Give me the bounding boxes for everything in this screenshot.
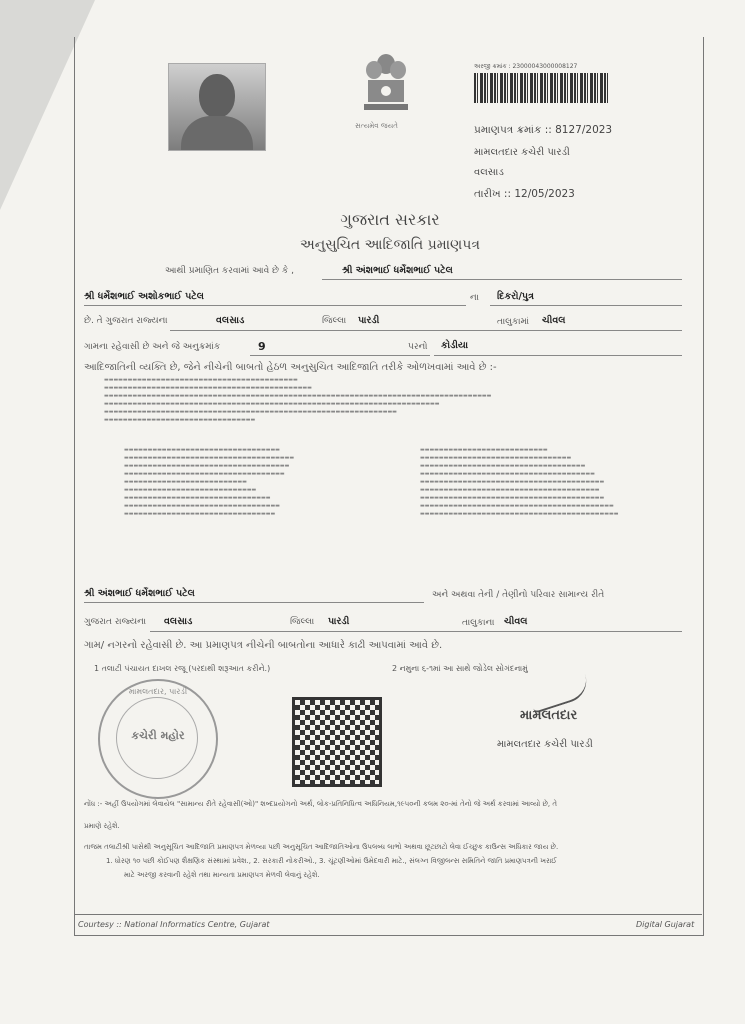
district-label: જિલ્લા [322,316,347,326]
underline [322,279,682,280]
taluka-label: તાલુકામાં [497,317,530,327]
certificate-title: અનુસુચિત આદિજાતિ પ્રમાણપત્ર [300,237,480,253]
resident-text: ગામના રહેવાસી છે અને જે અનુક્રમાંક [84,342,221,352]
underline [84,602,424,603]
signatory-title: મામલતદાર [520,708,578,723]
footer-courtesy: Courtesy :: National Informatics Centre, Gujarat [78,920,270,929]
village-value-2: ચીવલ [504,616,528,627]
certificate-number: પ્રમાણપત્ર ક્રમાંક :: 8127/2023 [474,124,613,136]
signatory-office: મામલતદાર કચેરી પારડી [497,739,593,750]
application-number: અરજી ક્રમાંક : 23000043000008127 [474,63,578,70]
underline [490,305,682,306]
applicant-name: શ્રી અંશભાઈ ધર્મેશભાઈ પટેલ [342,265,453,276]
office-stamp [98,679,218,799]
issue-date: તારીખ :: 12/05/2023 [474,188,575,200]
village-value: ચીવલ [542,315,566,326]
issuing-office: મામલતદાર કચેરી પારડી [474,147,570,158]
note-2: તાજમ તલાટીશ્રી પાસેથી અનુસૂચિત આદિજાતિ પ્રમાણપત્ર મેળવ્યા પછી અનુસૂચિત આદિજાતિઓના ઉપલબ્ધ લાભો અથવા છૂટછાટો લેવા ઈચ્છુક કાઉન્સ અધિકાર જાય છે. [84,843,559,851]
applicant-name-2: શ્રી અંશભાઈ ધર્મેશભાઈ પટેલ [84,588,195,599]
stamp-text: કચેરી મહોર [131,729,185,742]
district-value: વલસાડ [216,315,245,326]
basis-point-1: 1 તલાટી પંચાયત દાખલ રજૂ (પરદાથી શરૂઆત કરીને.) [94,664,271,673]
underline [84,305,466,306]
relation: દિકરો/પુત્ર [497,291,534,302]
note-1: નોંધ :- અહીં ઉપયોગમાં લેવાયેલ "સામાન્ય રીતે રહેવાસી(ઓ)" શબ્દપ્રયોગનો અર્થ, લોક-પ્રતિનિધિત્વ અધિનિયમ,૧૯૫૦ની કલમ ૨૦-માં તેનો જે અર્થ કરવામાં આવ્યો છે, તે [84,800,558,808]
note-3b: માટે અરજી કરવાની રહેશે તથા માન્યતા પ્રમાણપત્ર મેળવી લેવાનું રહેશે. [124,871,320,879]
state-text: છે. તે ગુજરાત રાજ્યના [84,316,168,326]
barcode [474,73,610,103]
note-3: 1. ધોરણ ૧૦ પછી કોઈપણ શૈક્ષણિક સંસ્થામાં પ્રવેશ., 2. સરકારી નોકરીઓ., 3. ચૂંટણીઓમાં ઉમેદવારી માટે., સંલગ્ન વિજીલન્સ સમિતિને જાતિ પ્રમાણપત્રની ખરાઈ [106,857,557,865]
order-list-right: ▬▬▬▬▬▬▬▬▬▬▬▬▬▬▬▬▬▬▬▬▬▬▬▬▬▬▬ ▬▬▬▬▬▬▬▬▬▬▬▬▬▬▬▬▬▬▬▬▬▬▬▬▬▬▬▬▬▬▬▬ ▬▬▬▬▬▬▬▬▬▬▬▬▬▬▬▬▬▬▬▬▬▬▬▬▬▬▬▬▬▬▬▬▬▬▬ ▬▬▬▬▬▬▬▬▬▬▬▬▬▬▬▬▬▬▬▬▬▬▬▬▬▬▬▬▬▬▬▬▬▬▬▬▬ ▬▬▬▬▬▬▬▬▬▬▬▬▬▬▬▬▬▬▬▬▬▬▬▬▬▬▬▬▬▬▬▬▬▬▬▬▬▬▬ ▬▬▬▬▬▬▬▬▬▬▬▬▬▬▬▬▬▬▬▬▬▬▬▬▬▬▬▬▬▬▬▬▬▬▬▬▬▬ ▬▬▬▬▬▬▬▬▬▬▬▬▬▬▬▬▬▬▬▬▬▬▬▬▬▬▬▬▬▬▬▬▬▬▬▬▬▬▬ ▬▬▬▬▬▬▬▬▬▬▬▬▬▬▬▬▬▬▬▬▬▬▬▬▬▬▬▬▬▬▬▬▬▬▬▬▬▬▬▬▬ ▬▬▬▬▬▬▬▬▬▬▬▬▬▬▬▬▬▬▬▬▬▬▬▬▬▬▬▬▬▬▬▬▬▬▬▬▬▬▬▬▬▬ [420,447,619,517]
applicant-photo [168,63,266,151]
footer-brand: Digital Gujarat [636,920,695,929]
relation-prefix: ના [470,293,479,303]
taluka-value-2: પારડી [328,616,350,627]
certify-text: આથી પ્રમાણિત કરવામાં આવે છે કે , [165,266,294,276]
order-list-left: ▬▬▬▬▬▬▬▬▬▬▬▬▬▬▬▬▬▬▬▬▬▬▬▬▬▬▬▬▬▬▬▬▬ ▬▬▬▬▬▬▬▬▬▬▬▬▬▬▬▬▬▬▬▬▬▬▬▬▬▬▬▬▬▬▬▬▬▬▬▬ ▬▬▬▬▬▬▬▬▬▬▬▬▬▬▬▬▬▬▬▬▬▬▬▬▬▬▬▬▬▬▬▬▬▬▬ ▬▬▬▬▬▬▬▬▬▬▬▬▬▬▬▬▬▬▬▬▬▬▬▬▬▬▬▬▬▬▬▬▬▬ ▬▬▬▬▬▬▬▬▬▬▬▬▬▬▬▬▬▬▬▬▬▬▬▬▬▬ ▬▬▬▬▬▬▬▬▬▬▬▬▬▬▬▬▬▬▬▬▬▬▬▬▬▬▬▬ ▬▬▬▬▬▬▬▬▬▬▬▬▬▬▬▬▬▬▬▬▬▬▬▬▬▬▬▬▬▬▬ ▬▬▬▬▬▬▬▬▬▬▬▬▬▬▬▬▬▬▬▬▬▬▬▬▬▬▬▬▬▬▬▬▬ ▬▬▬▬▬▬▬▬▬▬▬▬▬▬▬▬▬▬▬▬▬▬▬▬▬▬▬▬▬▬▬▬ [124,447,295,517]
taluka-value: પારડી [358,315,380,326]
state-emblem-icon [360,50,412,122]
underline [250,355,430,356]
underline [150,631,682,632]
family-text: અને અથવા તેની / તેણીનો પરિવાર સામાન્ય રીતે [432,590,605,600]
tribe-name: કોડીયા [441,340,469,351]
tribe-text: આદિજાતિની વ્યક્તિ છે, જેને નીચેની બાબતો હેઠળ અનુસુચિત આદિજાતિ તરીકે ઓળખવામાં આવે છે :- [84,362,497,373]
resident-text-2: ગામ/ નગરનો રહેવાસી છે. આ પ્રમાણપત્ર નીચેની બાબતોના આધારે કાઢી આપવામાં આવે છે. [84,640,443,651]
pasno-label: પરનો [408,342,428,352]
underline [434,355,682,356]
order-list-main: ▬▬▬▬▬▬▬▬▬▬▬▬▬▬▬▬▬▬▬▬▬▬▬▬▬▬▬▬▬▬▬▬▬▬▬▬▬▬▬▬▬ ▬▬▬▬▬▬▬▬▬▬▬▬▬▬▬▬▬▬▬▬▬▬▬▬▬▬▬▬▬▬▬▬▬▬▬▬▬▬▬▬▬▬▬▬ ▬▬▬▬▬▬▬▬▬▬▬▬▬▬▬▬▬▬▬▬▬▬▬▬▬▬▬▬▬▬▬▬▬▬▬▬▬▬▬▬▬▬▬▬▬▬▬▬▬▬▬▬▬▬▬▬▬▬▬▬▬▬▬▬▬▬▬▬▬▬▬▬▬▬▬▬▬▬▬▬▬▬ ▬▬▬▬▬▬▬▬▬▬▬▬▬▬▬▬▬▬▬▬▬▬▬▬▬▬▬▬▬▬▬▬▬▬▬▬▬▬▬▬▬▬▬▬▬▬▬▬▬▬▬▬▬▬▬▬▬▬▬▬▬▬▬▬▬▬▬▬▬▬▬ ▬▬▬▬▬▬▬▬▬▬▬▬▬▬▬▬▬▬▬▬▬▬▬▬▬▬▬▬▬▬▬▬▬▬▬▬▬▬▬▬▬▬▬▬▬▬▬▬▬▬▬▬▬▬▬▬▬▬▬▬▬▬ ▬▬▬▬▬▬▬▬▬▬▬▬▬▬▬▬▬▬▬▬▬▬▬▬▬▬▬▬▬▬▬▬ [104,377,492,423]
qr-code [292,697,382,787]
note-1b: પ્રમાણે રહેશે. [84,822,120,830]
father-name: શ્રી ધર્મેશભાઈ અશોકભાઈ પટેલ [84,291,204,302]
government-title: ગુજરાત સરકાર [340,210,440,229]
basis-point-2: 2 નમુના ૬-૧માં આ સાથે જોડેલ સોગંદનામું [392,664,528,673]
footer-rule [74,914,702,915]
taluka-label-2: તાલુકાના [462,618,495,628]
emblem-motto: સત્યમેવ જયતે [355,122,398,130]
state-text-2: ગુજરાત રાજ્યના [84,617,147,627]
stamp-ring-text: મામલતદાર, પારડી [128,687,188,696]
serial-number: 9 [258,340,266,353]
issuing-district: વલસાડ [474,167,504,178]
district-value-2: વલસાડ [164,616,193,627]
underline [170,330,682,331]
district-label-2: જિલ્લા [290,617,315,627]
